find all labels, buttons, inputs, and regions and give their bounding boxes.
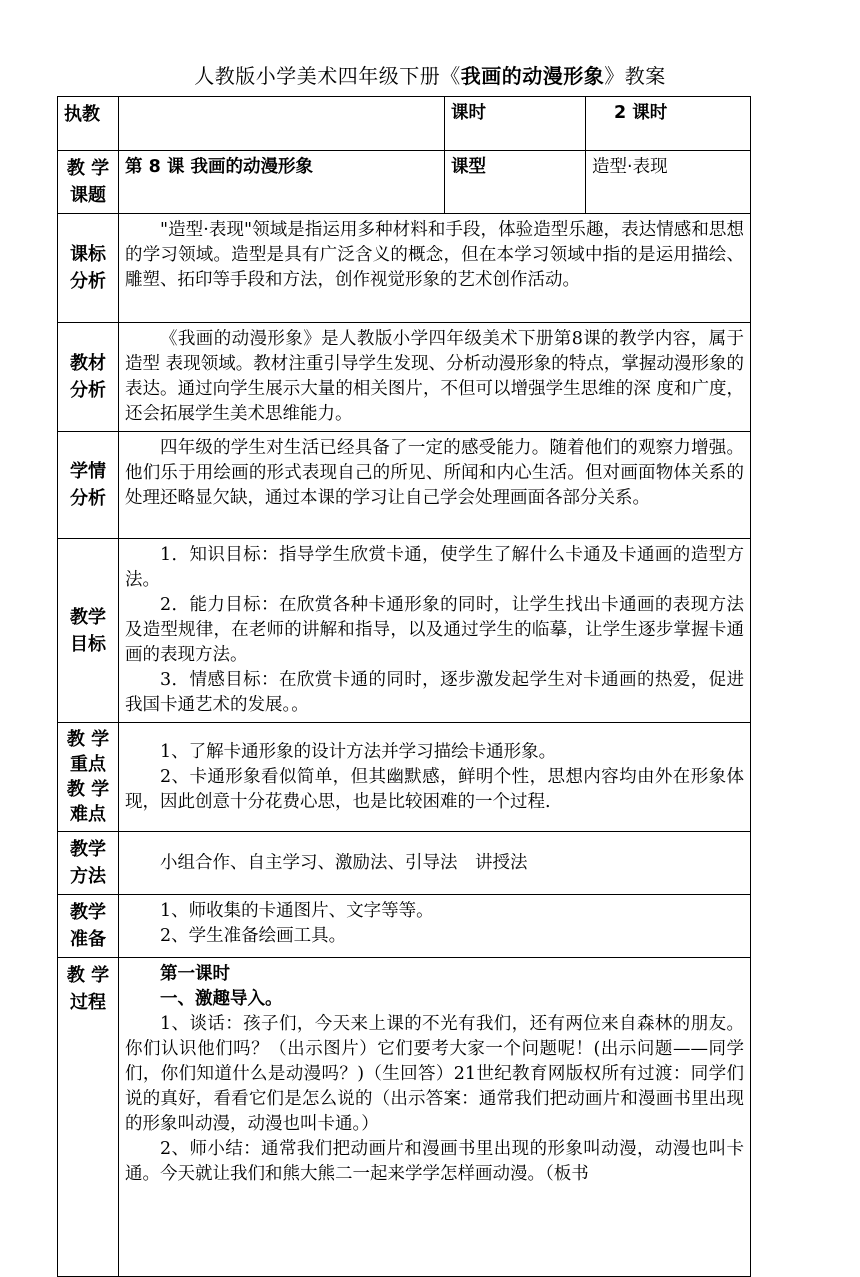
textbook-content: [119, 323, 751, 432]
section-student: [58, 432, 751, 539]
topic-row: [58, 151, 751, 214]
process-heading-period: 第一课时: [160, 964, 230, 984]
title-bold: 我画的动漫形象: [460, 64, 605, 88]
period-value: 2 课时: [586, 97, 751, 151]
process-heading-intro: 一、激趣导入。: [160, 989, 283, 1009]
title-prefix: 人教版小学美术四年级下册《: [194, 64, 461, 88]
curriculum-label: [58, 214, 119, 323]
curriculum-paragraph: "造型·表现"领域是指运用多种材料和手段，体验造型乐趣，表达情感和思想的学习领域。造型是具有广泛含义的概念，但在本学习领域中指的是运用描绘、雕塑、拓印等手段和方法，创作视觉形象的艺术创作活动。: [125, 220, 744, 290]
process-label-line1: 教 学: [66, 965, 110, 986]
section-textbook: [58, 323, 751, 432]
keypoints-label-line1: 教 学: [66, 729, 110, 750]
objectives-label-line1: 教学: [70, 606, 106, 628]
title-suffix: 》教案: [604, 64, 666, 88]
textbook-label: [58, 323, 119, 432]
process-label-line2: 过程: [70, 992, 106, 1013]
methods-paragraph: 小组合作、自主学习、激励法、引导法 讲授法: [160, 852, 528, 873]
methods-label-line2: 方法: [70, 866, 106, 887]
curriculum-content: [119, 214, 751, 323]
textbook-label-line2: 分析: [70, 380, 106, 401]
keypoints-content: [119, 723, 751, 832]
section-curriculum: [58, 214, 751, 323]
topic-label-line1: 教 学: [66, 158, 110, 179]
objective-emotion: 3．情感目标：在欣赏卡通的同时，逐步激发起学生对卡通画的热爱，促进我国卡通艺术的发展。。: [125, 670, 744, 715]
topic-label: [58, 151, 119, 214]
objectives-content: [119, 539, 751, 723]
prep-label-line2: 准备: [70, 929, 106, 950]
keypoints-label-line3: 教 学: [66, 779, 110, 800]
methods-content: [119, 832, 751, 895]
objective-knowledge: 1．知识目标：指导学生欣赏卡通，使学生了解什么卡通及卡通画的造型方法。: [125, 545, 744, 590]
process-content: [119, 958, 751, 1277]
objectives-label: [58, 539, 119, 723]
keypoints-label-line4: 难点: [70, 804, 106, 825]
section-prep: [58, 895, 751, 958]
section-objectives: [58, 539, 751, 723]
textbook-label-line1: 教材: [70, 353, 106, 374]
keypoints-label-line2: 重点: [70, 754, 106, 775]
methods-label-line1: 教学: [70, 839, 106, 860]
prep-content: [119, 895, 751, 958]
methods-label: [58, 832, 119, 895]
process-step-2: 2、师小结：通常我们把动画片和漫画书里出现的形象叫动漫，动漫也叫卡通。今天就让我们和熊大熊二一起来学学怎样画动漫。（板书: [125, 1139, 744, 1184]
student-label-line1: 学情: [70, 461, 106, 482]
prep-label-line1: 教学: [70, 902, 106, 923]
type-value: 造型·表现: [586, 151, 751, 214]
keypoint-2: 2、卡通形象看似简单，但其幽默感，鲜明个性，思想内容均由外在形象体现，因此创意十分花费心思，也是比较困难的一个过程.: [125, 766, 744, 812]
curriculum-label-line1: 课标: [70, 244, 106, 265]
topic-label-line2: 课题: [70, 185, 106, 206]
objectives-label-line2: 目标: [70, 633, 106, 655]
keypoints-label: [58, 723, 119, 832]
section-keypoints: [58, 723, 751, 832]
process-step-1: 1、谈话：孩子们，今天来上课的不光有我们，还有两位来自森林的朋友。你们认识他们吗？（出示图片）它们要考大家一个问题呢！(出示问题——同学们，你们知道什么是动漫吗？)（生回答）21世纪教育网版权所有过渡：同学们说的真好，看看它们是怎么说的（出示答案：通常我们把动画片和漫画书里出现的形象叫动漫，动漫也叫卡通。）: [125, 1014, 744, 1134]
objective-ability: 2．能力目标：在欣赏各种卡通形象的同时，让学生找出卡通画的表现方法及造型规律，在老师的讲解和指导，以及通过学生的临摹，让学生逐步掌握卡通画的表现方法。: [125, 595, 744, 665]
student-paragraph: 四年级的学生对生活已经具备了一定的感受能力。随着他们的观察力增强。他们乐于用绘画的形式表现自己的所见、所闻和内心生活。但对画面物体关系的处理还略显欠缺，通过本课的学习让自己学会处理画面各部分关系。: [125, 438, 744, 508]
teacher-row: [58, 97, 751, 151]
topic-value: 第 8 课 我画的动漫形象: [119, 151, 445, 214]
type-label: 课型: [445, 151, 586, 214]
curriculum-label-line2: 分析: [70, 271, 106, 292]
document-title: [0, 60, 860, 89]
student-label: [58, 432, 119, 539]
prep-label: [58, 895, 119, 958]
keypoint-1: 1、了解卡通形象的设计方法并学习描绘卡通形象。: [160, 741, 557, 762]
period-label: 课时: [445, 97, 586, 151]
section-process: [58, 958, 751, 1277]
textbook-paragraph: 《我画的动漫形象》是人教版小学四年级美术下册第8课的教学内容，属于造型 表现领域。教材注重引导学生发现、分析动漫形象的特点，掌握动漫形象的 表达。通过向学生展示大量的相关图片，不但可以增强学生思维的深 度和广度，还会拓展学生美术思维能力。: [125, 329, 744, 424]
section-methods: [58, 832, 751, 895]
lesson-plan-table: [57, 96, 751, 1277]
teacher-label: 执教: [58, 97, 119, 151]
teacher-value: [119, 97, 445, 151]
student-label-line2: 分析: [70, 488, 106, 509]
student-content: [119, 432, 751, 539]
prep-item-1: 1、师收集的卡通图片、文字等等。: [160, 901, 434, 921]
prep-item-2: 2、学生准备绘画工具。: [160, 926, 347, 946]
process-label: [58, 958, 119, 1277]
